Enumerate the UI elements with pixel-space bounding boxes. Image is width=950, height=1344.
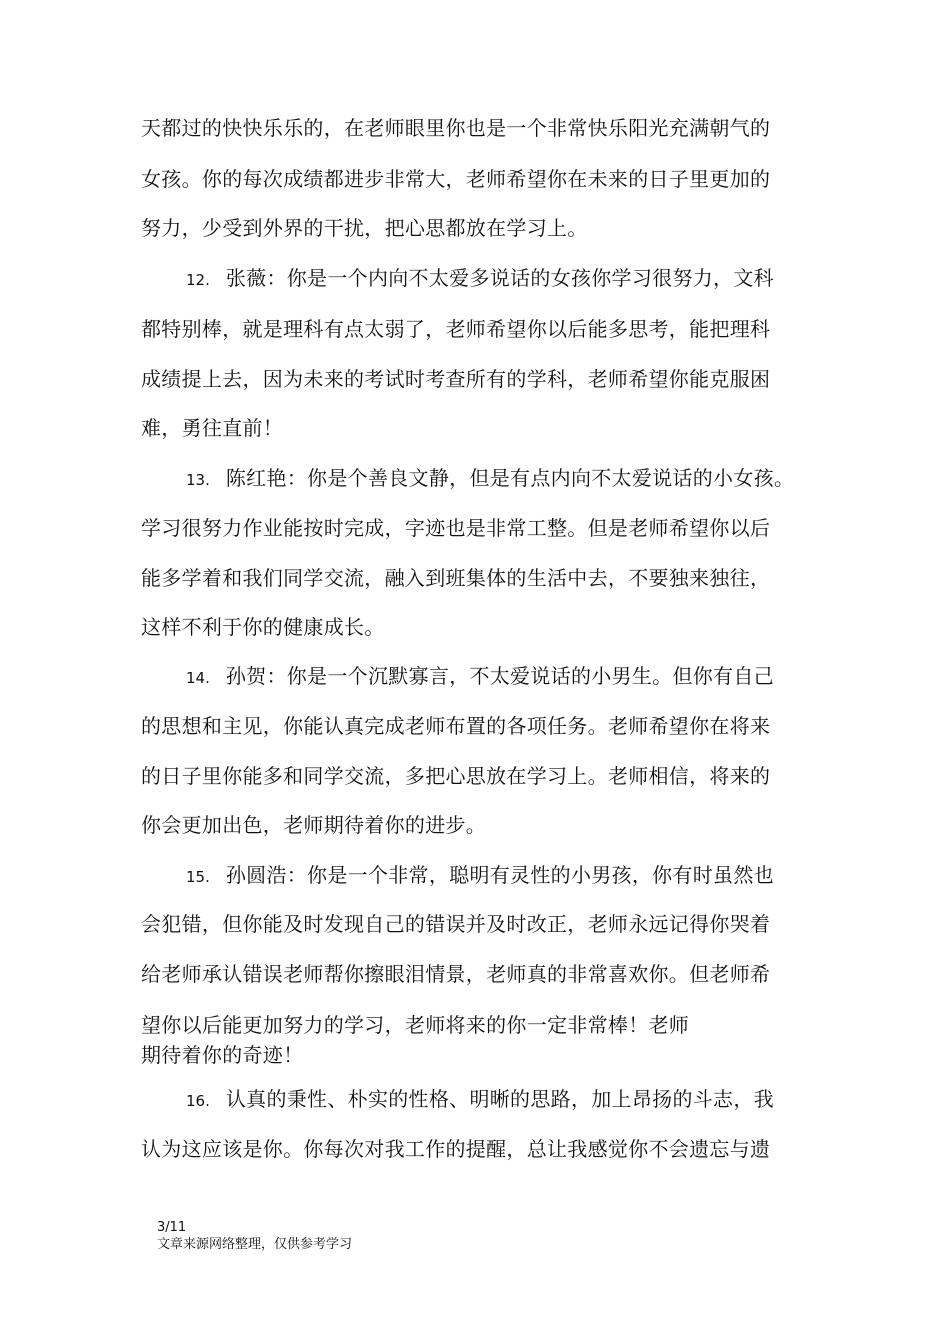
source-note: 文章来源网络整理，仅供参考学习 <box>157 1237 353 1252</box>
paragraph-text: 孙圆浩：你是一个非常，聪明有灵性的小男孩，你有时虽然也 <box>225 863 774 887</box>
paragraph-first-line <box>186 465 794 493</box>
body-text-line: 能多学着和我们同学交流，融入到班集体的生活中去，不要独来独往， <box>141 566 771 590</box>
paragraph-text: 陈红艳：你是个善良文静，但是有点内向不太爱说话的小女孩。 <box>225 466 795 490</box>
body-text-line: 天都过的快快乐乐的，在老师眼里你也是一个非常快乐阳光充满朝气的 <box>141 116 771 140</box>
body-text-line: 努力，少受到外界的干扰，把心思都放在学习上。 <box>141 216 588 240</box>
page-number: 3/11 <box>157 1220 187 1235</box>
paragraph-first-line <box>186 1086 774 1114</box>
paragraph-text: 孙贺：你是一个沉默寡言，不太爱说话的小男生。但你有自己 <box>225 664 774 688</box>
item-number: 12. <box>186 271 210 289</box>
paragraph-text: 张薇：你是一个内向不太爱多说话的女孩你学习很努力，文科 <box>225 266 774 290</box>
body-text-line: 望你以后能更加努力的学习，老师将来的你一定非常棒！老师 <box>141 1013 690 1037</box>
body-text-line: 的日子里你能多和同学交流，多把心思放在学习上。老师相信，将来的 <box>141 764 771 788</box>
paragraph-first-line <box>186 265 774 293</box>
body-text-line: 会犯错，但你能及时发现自己的错误并及时改正，老师永远记得你哭着 <box>141 912 771 936</box>
body-text-line: 学习很努力作业能按时完成，字迹也是非常工整。但是老师希望你以后 <box>141 516 771 540</box>
body-text-line: 难，勇往直前！ <box>141 416 284 440</box>
paragraph-text: 认真的秉性、朴实的性格、明晰的思路，加上昂扬的斗志，我 <box>225 1087 774 1111</box>
body-text-line: 都特别棒，就是理科有点太弱了，老师希望你以后能多思考，能把理科 <box>141 317 771 341</box>
item-number: 14. <box>186 669 210 687</box>
body-text-line: 成绩提上去，因为未来的考试时考查所有的学科，老师希望你能克服困 <box>141 367 771 391</box>
body-text-line: 给老师承认错误老师帮你擦眼泪情景，老师真的非常喜欢你。但老师希 <box>141 962 771 986</box>
body-text-line: 认为这应该是你。你每次对我工作的提醒，总让我感觉你不会遗忘与遗 <box>141 1137 771 1161</box>
body-text-line: 的思想和主见，你能认真完成老师布置的各项任务。老师希望你在将来 <box>141 714 771 738</box>
body-text-line: 你会更加出色，老师期待着你的进步。 <box>141 813 487 837</box>
paragraph-first-line <box>186 663 774 691</box>
item-number: 15. <box>186 868 210 886</box>
body-text-line: 期待着你的奇迹！ <box>141 1043 304 1067</box>
item-number: 13. <box>186 471 210 489</box>
item-number: 16. <box>186 1092 210 1110</box>
body-text-line: 女孩。你的每次成绩都进步非常大，老师希望你在未来的日子里更加的 <box>141 167 771 191</box>
body-text-line: 这样不利于你的健康成长。 <box>141 615 385 639</box>
paragraph-first-line <box>186 862 774 890</box>
